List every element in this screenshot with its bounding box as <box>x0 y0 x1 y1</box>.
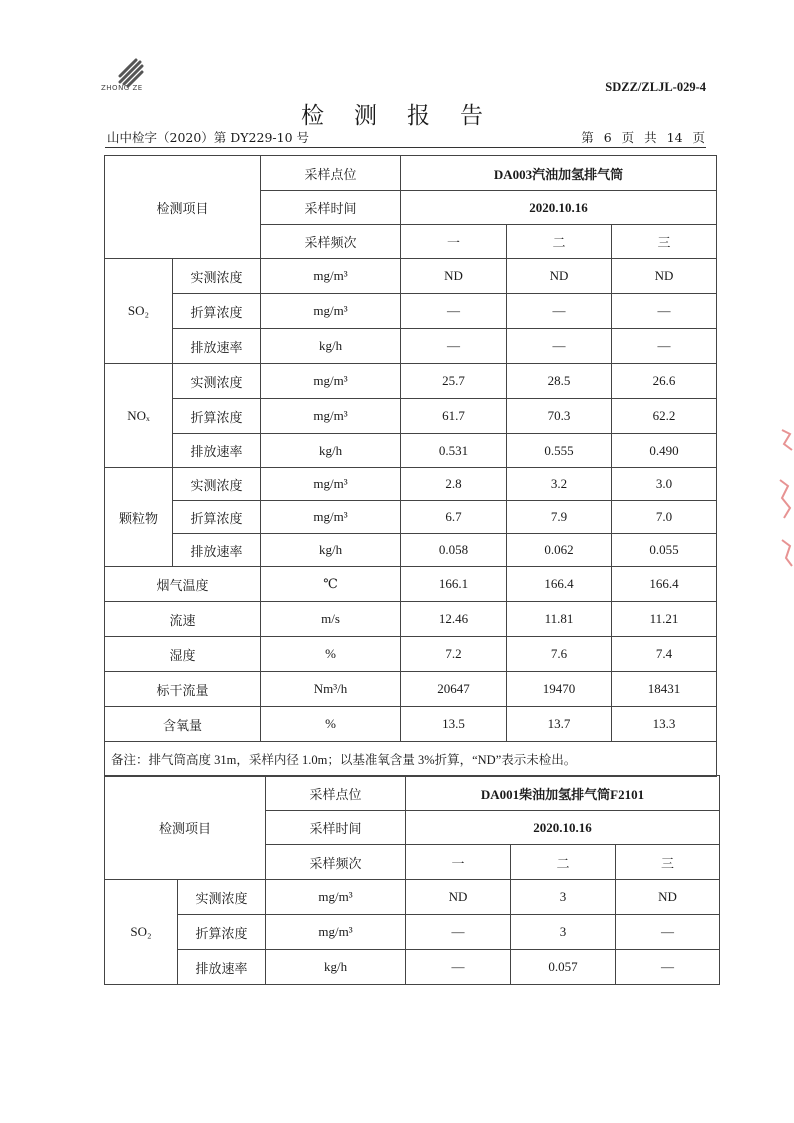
value-cell: 166.4 <box>507 567 612 602</box>
value-cell: 2.8 <box>401 468 507 501</box>
unit-cell: kg/h <box>266 950 406 985</box>
value-cell: — <box>401 329 507 364</box>
freq-label: 采样频次 <box>266 845 406 880</box>
row-label: 实测浓度 <box>178 880 266 915</box>
unit-cell: % <box>261 707 401 742</box>
sampling-point: DA001柴油加氢排气筒F2101 <box>406 776 720 811</box>
value-cell: 7.9 <box>507 501 612 534</box>
value-cell: 19470 <box>507 672 612 707</box>
sampling-date: 2020.10.16 <box>406 811 720 845</box>
unit-cell: ℃ <box>261 567 401 602</box>
value-cell: ND <box>616 880 720 915</box>
item-header: 检测项目 <box>105 776 266 880</box>
value-cell: 13.3 <box>612 707 717 742</box>
point-label: 采样点位 <box>261 156 401 191</box>
value-cell: 0.057 <box>511 950 616 985</box>
row-label: 实测浓度 <box>173 468 261 501</box>
unit-cell: kg/h <box>261 434 401 468</box>
param-label: 流速 <box>105 602 261 637</box>
value-cell: 11.81 <box>507 602 612 637</box>
unit-cell: Nm³/h <box>261 672 401 707</box>
unit-cell: mg/m³ <box>261 364 401 399</box>
value-cell: — <box>406 950 511 985</box>
item-header: 检测项目 <box>105 156 261 259</box>
freq-3: 三 <box>612 225 717 259</box>
value-cell: 0.490 <box>612 434 717 468</box>
group-nox: NOₓ <box>105 364 173 468</box>
sampling-date: 2020.10.16 <box>401 191 717 225</box>
value-cell: 7.4 <box>612 637 717 672</box>
row-label: 排放速率 <box>173 329 261 364</box>
unit-cell: mg/m³ <box>261 468 401 501</box>
value-cell: 11.21 <box>612 602 717 637</box>
value-cell: 166.4 <box>612 567 717 602</box>
value-cell: 20647 <box>401 672 507 707</box>
value-cell: 62.2 <box>612 399 717 434</box>
unit-cell: mg/m³ <box>266 880 406 915</box>
value-cell: 166.1 <box>401 567 507 602</box>
unit-cell: mg/m³ <box>261 501 401 534</box>
value-cell: 25.7 <box>401 364 507 399</box>
value-cell: — <box>507 329 612 364</box>
value-cell: 28.5 <box>507 364 612 399</box>
group-particulate: 颗粒物 <box>105 468 173 567</box>
value-cell: 7.0 <box>612 501 717 534</box>
value-cell: ND <box>401 259 507 294</box>
page-title: 检测报告 <box>301 103 513 129</box>
value-cell: ND <box>507 259 612 294</box>
row-label: 折算浓度 <box>173 399 261 434</box>
value-cell: 0.531 <box>401 434 507 468</box>
value-cell: — <box>612 329 717 364</box>
value-cell: 7.6 <box>507 637 612 672</box>
freq-1: 一 <box>406 845 511 880</box>
unit-cell: % <box>261 637 401 672</box>
value-cell: 26.6 <box>612 364 717 399</box>
row-label: 排放速率 <box>173 434 261 468</box>
page-info: 第 6 页 共 14 页 <box>581 130 705 145</box>
value-cell: 3 <box>511 880 616 915</box>
seal-stamp-edge <box>768 420 794 580</box>
freq-2: 二 <box>507 225 612 259</box>
value-cell: 3.0 <box>612 468 717 501</box>
unit-cell: kg/h <box>261 534 401 567</box>
value-cell: 6.7 <box>401 501 507 534</box>
value-cell: — <box>612 294 717 329</box>
row-label: 折算浓度 <box>173 294 261 329</box>
value-cell: — <box>406 915 511 950</box>
row-label: 排放速率 <box>173 534 261 567</box>
param-label: 含氧量 <box>105 707 261 742</box>
row-label: 实测浓度 <box>173 259 261 294</box>
group-so2: SO₂ <box>105 880 178 985</box>
value-cell: 3.2 <box>507 468 612 501</box>
group-so2: SO₂ <box>105 259 173 364</box>
unit-cell: mg/m³ <box>261 259 401 294</box>
param-label: 湿度 <box>105 637 261 672</box>
value-cell: 12.46 <box>401 602 507 637</box>
value-cell: 0.055 <box>612 534 717 567</box>
param-label: 标干流量 <box>105 672 261 707</box>
value-cell: 7.2 <box>401 637 507 672</box>
value-cell: ND <box>406 880 511 915</box>
value-cell: 0.062 <box>507 534 612 567</box>
remark-note: 备注：排气筒高度 31m，采样内径 1.0m；以基准氧含量 3%折算，“ND”表示未检出。 <box>105 742 717 777</box>
value-cell: ND <box>612 259 717 294</box>
unit-cell: mg/m³ <box>261 399 401 434</box>
value-cell: 70.3 <box>507 399 612 434</box>
freq-2: 二 <box>511 845 616 880</box>
value-cell: 18431 <box>612 672 717 707</box>
report-number: 山中检字（2020）第 DY229-10 号 <box>107 130 310 145</box>
value-cell: — <box>616 950 720 985</box>
row-label: 折算浓度 <box>178 915 266 950</box>
value-cell: 13.5 <box>401 707 507 742</box>
value-cell: — <box>401 294 507 329</box>
freq-label: 采样频次 <box>261 225 401 259</box>
unit-cell: m/s <box>261 602 401 637</box>
result-table-2 <box>104 775 720 985</box>
time-label: 采样时间 <box>261 191 401 225</box>
value-cell: 13.7 <box>507 707 612 742</box>
freq-3: 三 <box>616 845 720 880</box>
param-label: 烟气温度 <box>105 567 261 602</box>
value-cell: 0.555 <box>507 434 612 468</box>
unit-cell: mg/m³ <box>266 915 406 950</box>
document-number: SDZZ/ZLJL-029-4 <box>605 80 706 94</box>
value-cell: 61.7 <box>401 399 507 434</box>
row-label: 折算浓度 <box>173 501 261 534</box>
result-table-1 <box>104 155 717 777</box>
value-cell: — <box>507 294 612 329</box>
value-cell: 3 <box>511 915 616 950</box>
freq-1: 一 <box>401 225 507 259</box>
unit-cell: kg/h <box>261 329 401 364</box>
row-label: 排放速率 <box>178 950 266 985</box>
value-cell: 0.058 <box>401 534 507 567</box>
time-label: 采样时间 <box>266 811 406 845</box>
value-cell: — <box>616 915 720 950</box>
logo-text: ZHONG ZE <box>101 84 143 92</box>
sampling-point: DA003汽油加氢排气筒 <box>401 156 717 191</box>
row-label: 实测浓度 <box>173 364 261 399</box>
header-divider <box>105 147 706 148</box>
point-label: 采样点位 <box>266 776 406 811</box>
unit-cell: mg/m³ <box>261 294 401 329</box>
